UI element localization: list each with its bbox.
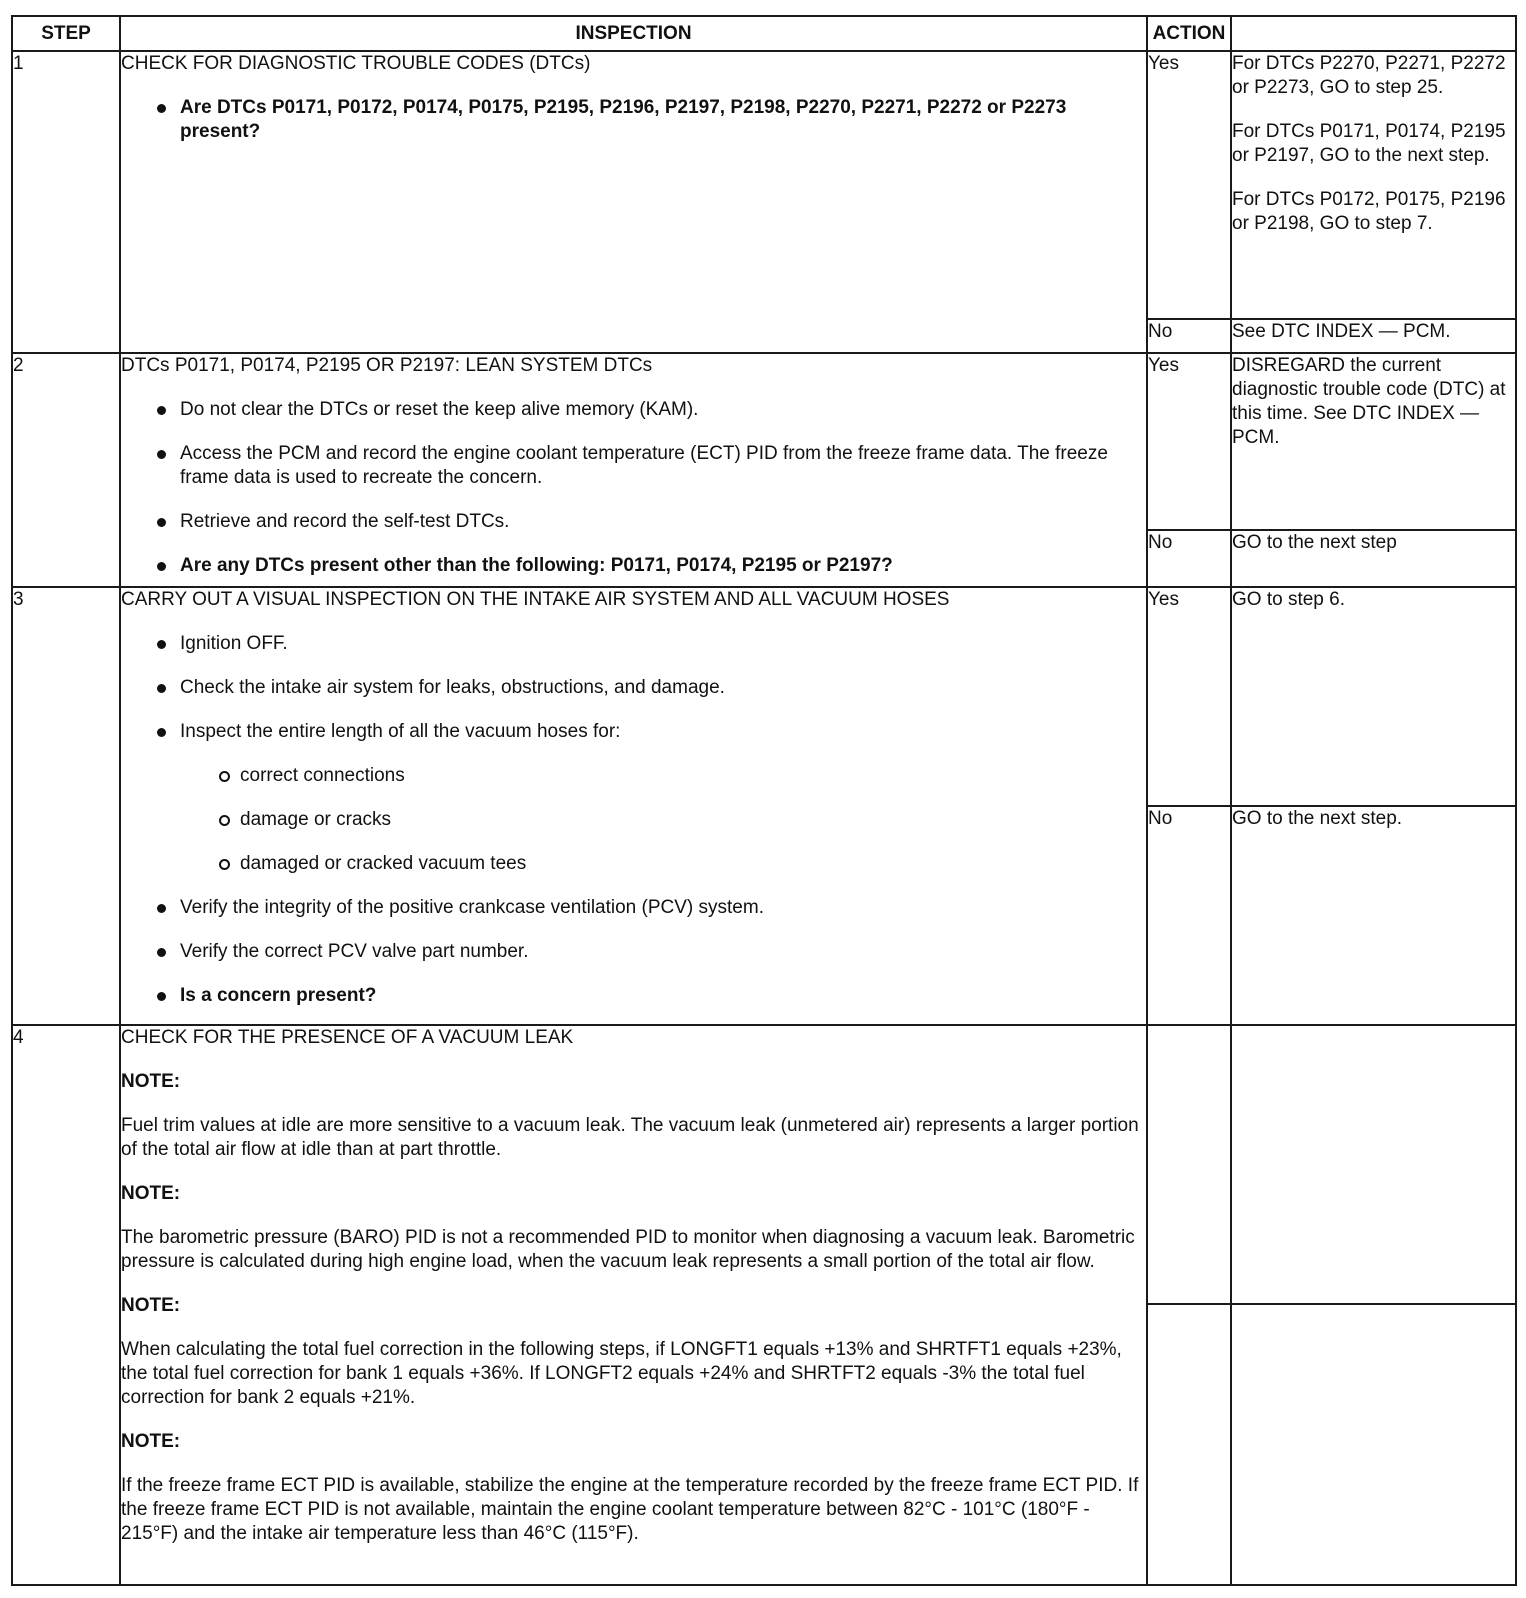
header-step: STEP xyxy=(12,16,120,51)
yes-action: DISREGARD the current diagnostic trouble code (DTC) at this time. See DTC INDEX — PCM. xyxy=(1231,353,1516,530)
no-action: GO to the next step xyxy=(1231,530,1516,588)
step-title: CHECK FOR DIAGNOSTIC TROUBLE CODES (DTCs) xyxy=(121,53,591,75)
header-row xyxy=(12,16,1516,51)
bullet-item: Are DTCs P0171, P0172, P0174, P0175, P2195, P2196, P2197, P2198, P2270, P2271, P2272 or P2273 present? xyxy=(121,96,1146,144)
step-title: CARRY OUT A VISUAL INSPECTION ON THE INTAKE AIR SYSTEM AND ALL VACUUM HOSES xyxy=(121,589,950,611)
sub-bullet-list xyxy=(121,764,1146,876)
no-action: GO to the next step. xyxy=(1231,806,1516,1025)
bullet-list xyxy=(121,96,1146,144)
note-label: NOTE: xyxy=(121,1070,181,1092)
note-label: NOTE: xyxy=(121,1182,181,1204)
step-3-row-yes xyxy=(12,587,1516,806)
bullet-item: Inspect the entire length of all the vacuum hoses for: xyxy=(121,720,1146,744)
step-3-inspection xyxy=(120,587,1147,1025)
step-number: 1 xyxy=(12,51,120,353)
step-2-inspection xyxy=(120,353,1147,587)
empty-cell xyxy=(1147,1025,1231,1304)
step-number: 4 xyxy=(12,1025,120,1585)
no-label: No xyxy=(1147,806,1231,1025)
step-2-row-yes xyxy=(12,353,1516,530)
bullet-list xyxy=(121,632,1146,744)
bullet-item: Verify the integrity of the positive crankcase ventilation (PCV) system. xyxy=(121,896,1146,920)
step-4-row-a xyxy=(12,1025,1516,1304)
sub-bullet-item: damage or cracks xyxy=(121,808,1146,832)
empty-cell xyxy=(1231,1304,1516,1585)
step-number: 2 xyxy=(12,353,120,587)
no-action: See DTC INDEX — PCM. xyxy=(1231,319,1516,353)
step-4-inspection xyxy=(120,1025,1147,1585)
bullet-item: Ignition OFF. xyxy=(121,632,1146,656)
sub-bullet-item: damaged or cracked vacuum tees xyxy=(121,852,1146,876)
header-inspection: INSPECTION xyxy=(120,16,1147,51)
no-label: No xyxy=(1147,530,1231,588)
bullet-item: Retrieve and record the self-test DTCs. xyxy=(121,510,1146,534)
empty-cell xyxy=(1147,1304,1231,1585)
yes-label: Yes xyxy=(1147,353,1231,530)
bullet-item: Access the PCM and record the engine coolant temperature (ECT) PID from the freeze frame data. The freeze frame data is used to recreate the concern. xyxy=(121,442,1146,490)
note-text: When calculating the total fuel correction in the following steps, if LONGFT1 equals +13% and SHRTFT1 equals +23%, the total fuel correction for bank 1 equals +36%. If LONGFT2 equals +24% and SHRTFT2 equals -3% the total fuel correction for bank 2 equals +21%. xyxy=(121,1338,1122,1408)
header-action: ACTION xyxy=(1147,16,1231,51)
note-text: Fuel trim values at idle are more sensitive to a vacuum leak. The vacuum leak (unmetered air) represents a larger portion of the total air flow at idle than at part throttle. xyxy=(121,1114,1139,1160)
note-label: NOTE: xyxy=(121,1294,181,1316)
bullet-item: Is a concern present? xyxy=(121,984,1146,1008)
step-title: DTCs P0171, P0174, P2195 OR P2197: LEAN SYSTEM DTCs xyxy=(121,354,653,376)
note-text: If the freeze frame ECT PID is available, stabilize the engine at the temperature recorded by the freeze frame ECT PID. If the freeze frame ECT PID is not available, maintain the engine coolant temperature between 82°C - 101°C (180°F - 215°F) and the intake air temperature less than 46°C (115°F). xyxy=(121,1474,1139,1544)
step-1-row-yes xyxy=(12,51,1516,318)
bullet-list xyxy=(121,896,1146,1008)
empty-cell xyxy=(1231,1025,1516,1304)
yes-label: Yes xyxy=(1147,587,1231,806)
step-1-inspection xyxy=(120,51,1147,353)
action-text: For DTCs P0171, P0174, P2195 or P2197, GO to the next step. xyxy=(1232,121,1506,167)
sub-bullet-item: correct connections xyxy=(121,764,1146,788)
bullet-item: Check the intake air system for leaks, obstructions, and damage. xyxy=(121,676,1146,700)
bullet-item: Are any DTCs present other than the following: P0171, P0174, P2195 or P2197? xyxy=(121,554,1146,578)
diagnostic-table xyxy=(11,15,1517,1586)
yes-action xyxy=(1231,51,1516,318)
action-text: For DTCs P2270, P2271, P2272 or P2273, GO to step 25. xyxy=(1232,53,1506,99)
step-number: 3 xyxy=(12,587,120,1025)
no-label: No xyxy=(1147,319,1231,353)
bullet-list xyxy=(121,398,1146,578)
bullet-item: Do not clear the DTCs or reset the keep alive memory (KAM). xyxy=(121,398,1146,422)
yes-label: Yes xyxy=(1147,51,1231,318)
note-text: The barometric pressure (BARO) PID is not a recommended PID to monitor when diagnosing a vacuum leak. Barometric pressure is calculated during high engine load, when the vacuum leak represents a small portion of the total air flow. xyxy=(121,1226,1135,1272)
yes-action: GO to step 6. xyxy=(1231,587,1516,806)
bullet-item: Verify the correct PCV valve part number. xyxy=(121,940,1146,964)
step-title: CHECK FOR THE PRESENCE OF A VACUUM LEAK xyxy=(121,1026,574,1048)
header-result xyxy=(1231,16,1516,51)
action-text: For DTCs P0172, P0175, P2196 or P2198, GO to step 7. xyxy=(1232,189,1506,235)
note-label: NOTE: xyxy=(121,1430,181,1452)
